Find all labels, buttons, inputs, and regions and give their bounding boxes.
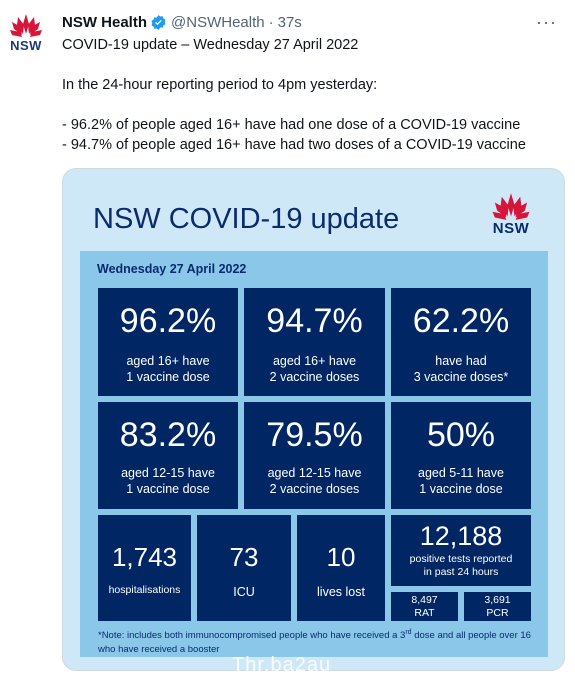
stat-value: 73	[229, 542, 259, 572]
stat-tile	[98, 402, 238, 509]
logo-text: NSW	[492, 220, 530, 237]
stat-label: positive tests reported	[409, 553, 513, 565]
stat-label: RAT	[414, 607, 435, 619]
stat-label: 1 vaccine dose	[419, 482, 503, 496]
separator-dot: ·	[268, 13, 274, 31]
stat-label: aged 16+ have	[272, 354, 357, 368]
stat-label: aged 5-11 have	[418, 466, 504, 480]
tweet-line: In the 24-hour reporting period to 4pm yesterday:	[62, 77, 378, 93]
stat-value: 94.7%	[266, 302, 363, 340]
hospitalisations-tile	[98, 515, 191, 621]
verified-badge-icon	[150, 14, 167, 31]
stat-tile	[391, 288, 531, 396]
avatar[interactable]	[8, 12, 44, 54]
card-logo	[486, 191, 536, 239]
stat-label: ICU	[233, 585, 255, 599]
stat-label: aged 12-15 have	[121, 466, 215, 480]
tweet-text	[62, 35, 565, 155]
stat-label: 3 vaccine doses*	[413, 370, 509, 384]
stat-tile	[98, 288, 238, 396]
stat-label: 2 vaccine doses	[269, 482, 360, 496]
stat-label: aged 12-15 have	[267, 466, 362, 480]
timestamp[interactable]: 37s	[277, 13, 302, 31]
stat-label: aged 16+ have	[126, 354, 210, 368]
stat-value: 1,743	[111, 542, 178, 572]
stat-tile	[244, 288, 385, 396]
author-handle[interactable]: @NSWHealth	[171, 13, 265, 31]
stat-tile	[391, 402, 531, 509]
stats-panel	[80, 251, 548, 657]
stat-label: lives lost	[317, 585, 365, 599]
card-title: NSW COVID-19 update	[93, 203, 400, 235]
footnote-text: *Note: includes both immunocompromised people who have received a 3	[98, 630, 406, 642]
stat-value: 10	[326, 542, 356, 572]
stat-label: 1 vaccine dose	[126, 370, 210, 384]
waratah-logo-icon	[8, 12, 44, 38]
stat-value: 3,691	[484, 594, 511, 606]
tweet-header	[62, 12, 565, 32]
stat-label: in past 24 hours	[423, 566, 499, 578]
stat-value: 83.2%	[119, 416, 217, 454]
tweet-line: - 94.7% of people aged 16+ have had two doses of a COVID-19 vaccine	[62, 137, 526, 153]
stat-label: PCR	[486, 607, 509, 619]
positive-tests-tile	[391, 515, 531, 586]
stat-label: 1 vaccine dose	[126, 482, 210, 496]
more-options-icon[interactable]: ···	[536, 12, 557, 32]
stat-value: 8,497	[411, 594, 438, 606]
stat-value: 79.5%	[266, 416, 363, 454]
tweet	[62, 12, 565, 155]
card-date: Wednesday 27 April 2022	[97, 262, 247, 276]
rat-tile	[391, 592, 458, 621]
footnote-superscript: rd	[405, 629, 412, 636]
pcr-tile	[464, 592, 531, 621]
tweet-image[interactable]	[62, 168, 565, 671]
icu-tile	[197, 515, 291, 621]
avatar-text: NSW	[10, 38, 42, 53]
stat-tile	[244, 402, 385, 509]
stat-value: 50%	[426, 416, 496, 454]
stat-value: 96.2%	[119, 302, 217, 340]
stat-value: 12,188	[419, 521, 503, 551]
tweet-line: COVID-19 update – Wednesday 27 April 2022	[62, 37, 359, 53]
watermark: Thr.ba2au	[232, 654, 332, 676]
author-name[interactable]: NSW Health	[62, 13, 148, 31]
footnote-text: dose and all people over 16 who have received a booster	[98, 630, 531, 656]
stat-label: have had	[435, 354, 487, 368]
footnote	[98, 626, 538, 657]
stat-label: 2 vaccine doses	[269, 370, 360, 384]
stat-label: hospitalisations	[108, 584, 181, 596]
tweet-line: - 96.2% of people aged 16+ have had one dose of a COVID-19 vaccine	[62, 117, 521, 133]
waratah-logo-icon	[486, 191, 536, 221]
lives-lost-tile	[297, 515, 385, 621]
stat-value: 62.2%	[412, 302, 510, 340]
